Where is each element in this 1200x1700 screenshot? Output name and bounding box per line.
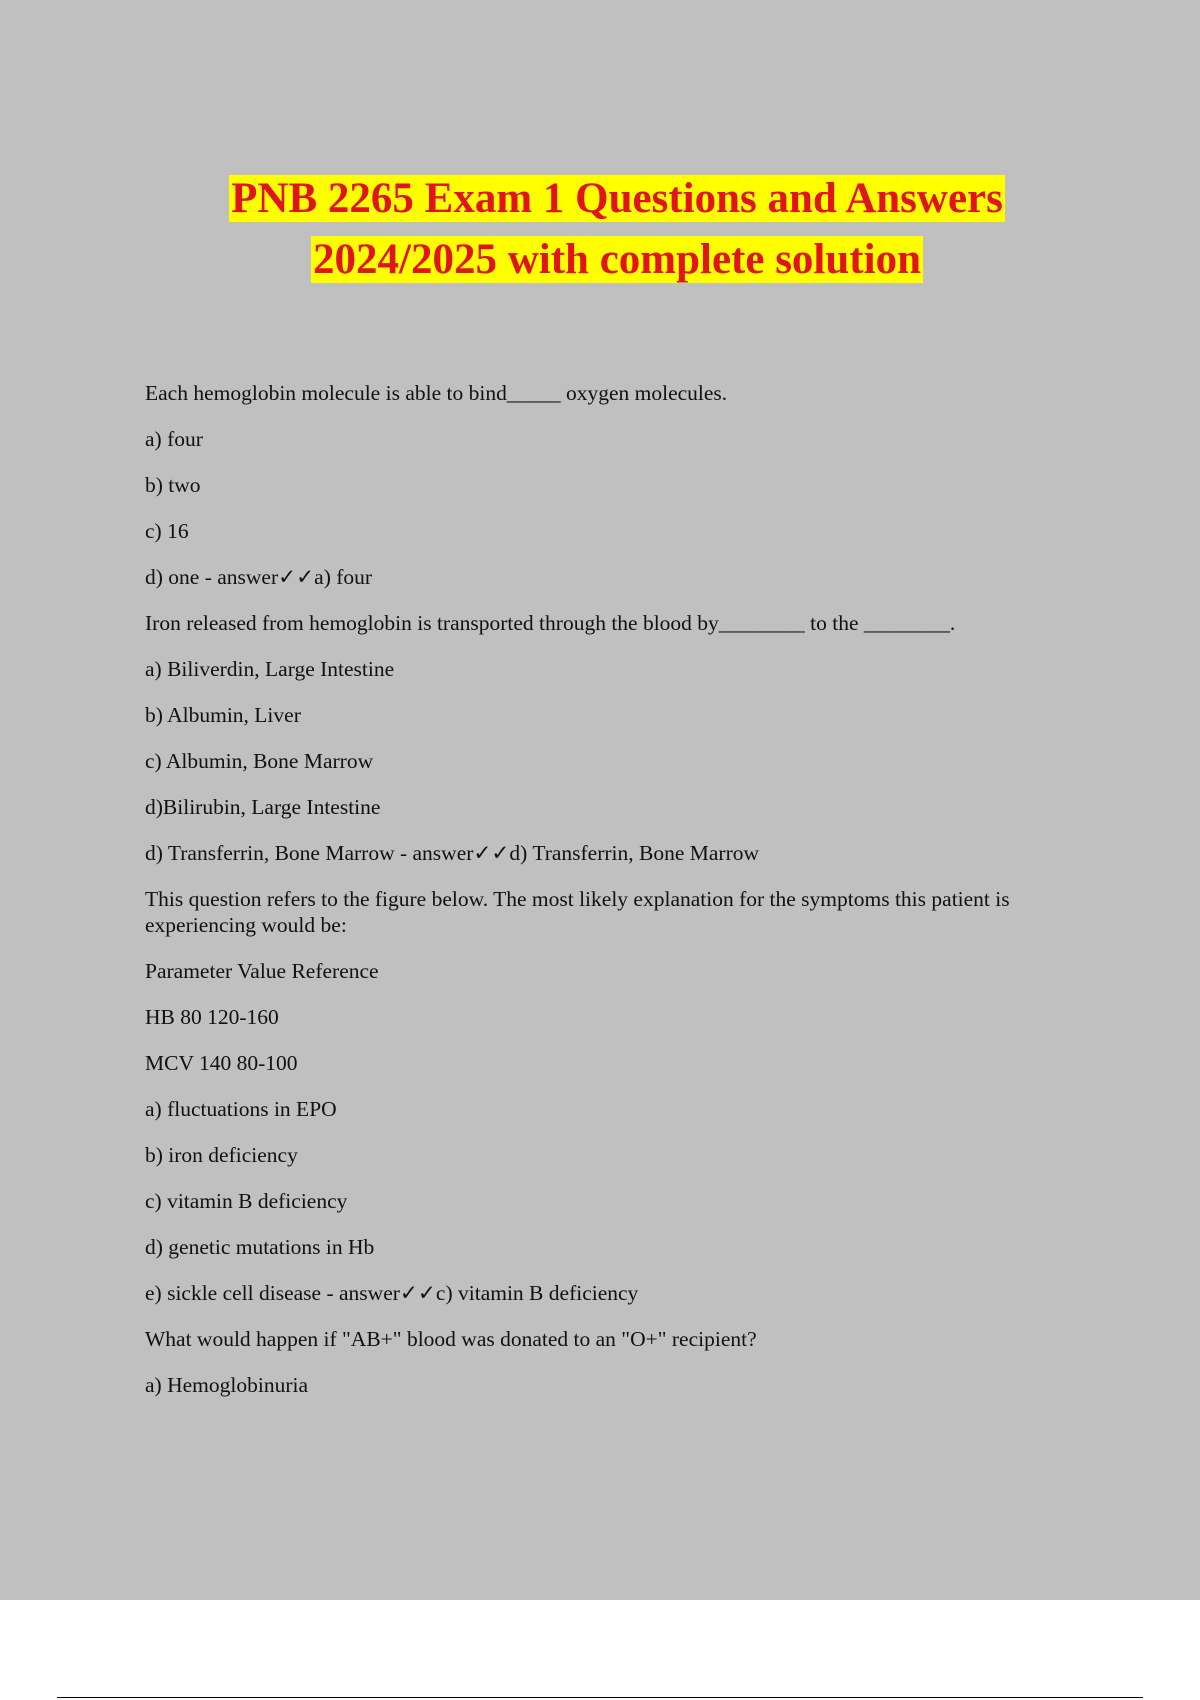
question-2: Iron released from hemoglobin is transported through the blood by________ to the ________. — [145, 611, 956, 635]
option-paragraph: a) four — [145, 427, 203, 451]
title-line-1: PNB 2265 Exam 1 Questions and Answers — [231, 175, 1003, 222]
answer-paragraph: d) Transferrin, Bone Marrow - answer✓✓d) Transferrin, Bone Marrow — [145, 841, 760, 865]
table-row-paragraph: MCV 140 80-100 — [145, 1051, 298, 1075]
document-title — [0, 168, 1200, 290]
option-paragraph: b) two — [145, 473, 201, 497]
question-1: Each hemoglobin molecule is able to bind_____ oxygen molecules. — [145, 381, 728, 405]
option-paragraph: a) Biliverdin, Large Intestine — [145, 657, 395, 681]
option-paragraph: d) genetic mutations in Hb — [145, 1235, 375, 1259]
answer-paragraph: d) one - answer✓✓a) four — [145, 565, 373, 589]
table-header-paragraph: Parameter Value Reference — [145, 959, 379, 983]
option-paragraph: c) vitamin B deficiency — [145, 1189, 348, 1213]
option-paragraph: c) Albumin, Bone Marrow — [145, 749, 374, 773]
footer-divider — [57, 1697, 1143, 1698]
option-paragraph: d)Bilirubin, Large Intestine — [145, 795, 381, 819]
table-row-paragraph: HB 80 120-160 — [145, 1005, 279, 1029]
option-paragraph: a) Hemoglobinuria — [145, 1373, 308, 1397]
option-paragraph: b) iron deficiency — [145, 1143, 298, 1167]
title-line-2: 2024/2025 with complete solution — [313, 236, 921, 283]
option-paragraph: b) Albumin, Liver — [145, 703, 301, 727]
answer-paragraph: e) sickle cell disease - answer✓✓c) vitamin B deficiency — [145, 1281, 639, 1305]
question-3: This question refers to the figure below. The most likely explanation for the symptoms this patient is experiencing would be: — [145, 887, 1010, 937]
option-paragraph: a) fluctuations in EPO — [145, 1097, 337, 1121]
question-4: What would happen if "AB+" blood was donated to an "O+" recipient? — [145, 1327, 757, 1351]
option-paragraph: c) 16 — [145, 519, 189, 543]
document-body — [145, 380, 1075, 1418]
